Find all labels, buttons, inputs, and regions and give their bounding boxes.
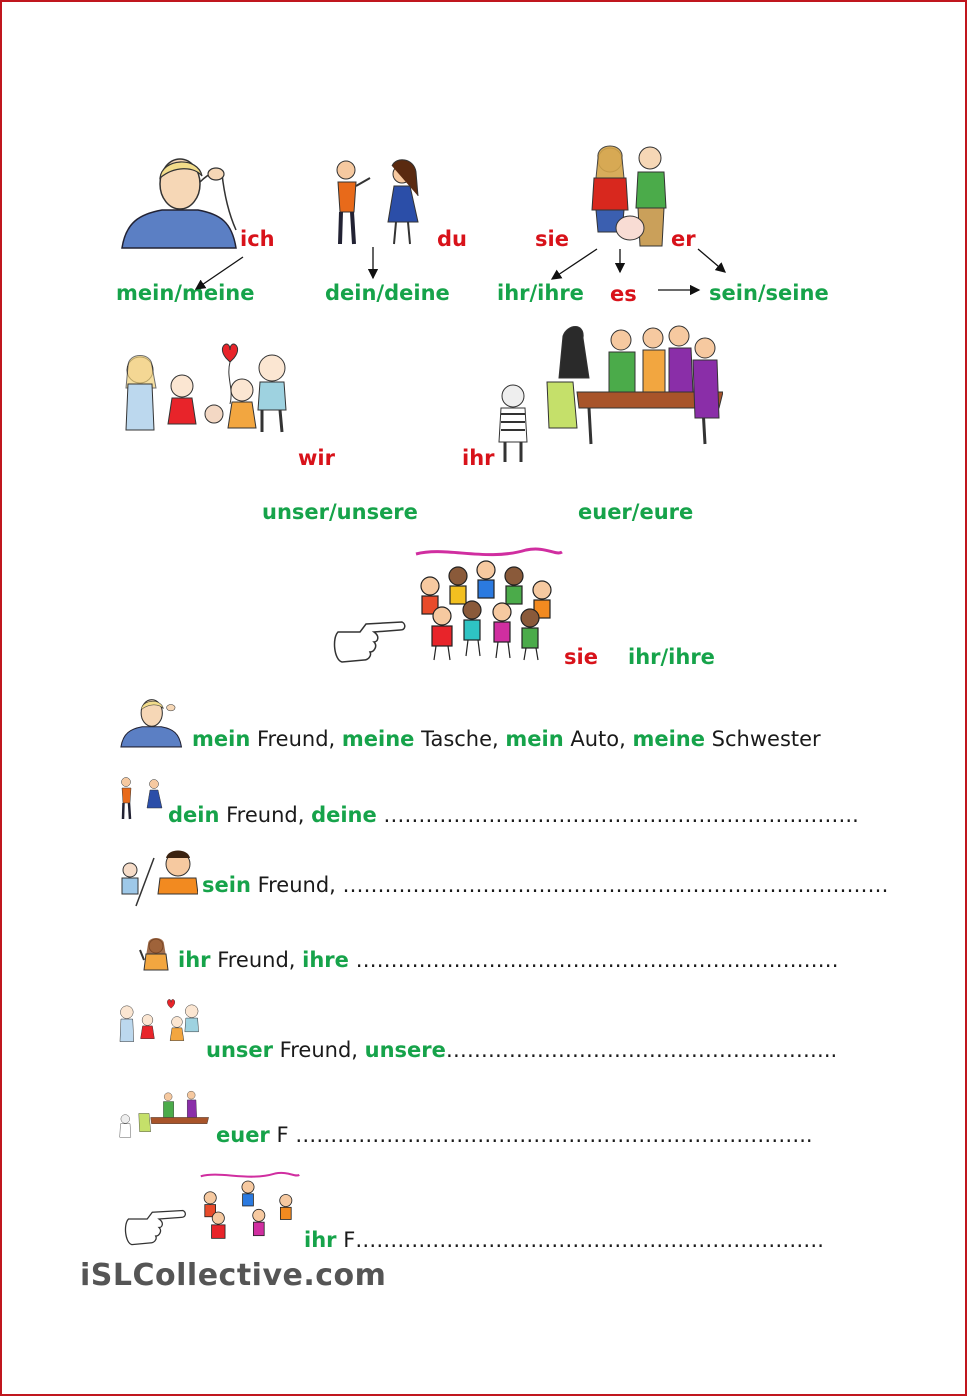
man-pointing-self-small-icon xyxy=(118,696,186,748)
pointing-hand-small-icon xyxy=(116,1202,192,1248)
possessive-ihr-ihre-plural: ihr/ihre xyxy=(628,645,715,669)
family-with-balloon-small-icon xyxy=(118,996,204,1046)
example-row-ihr: ihr Freund, ihre …………………………………………………………… xyxy=(178,948,839,972)
example-row-sein: sein Freund, …………………………………………………………………… xyxy=(202,873,889,897)
pronoun-du: du xyxy=(437,227,467,251)
arrow-er xyxy=(698,249,725,272)
pronoun-ich: ich xyxy=(240,227,275,251)
pronoun-es: es xyxy=(610,282,637,306)
possessive-mein-meine: mein/meine xyxy=(116,281,255,305)
pointing-hand-icon xyxy=(330,612,406,666)
example-row-mein: mein Freund, meine Tasche, mein Auto, meine Schwester xyxy=(192,727,821,751)
watermark: iSLCollective.com xyxy=(80,1258,387,1293)
family-with-balloon-illustration xyxy=(122,338,297,438)
crowd-of-kids-small-icon xyxy=(194,1170,302,1250)
arrow-sie xyxy=(552,249,597,279)
baby-and-man-small-icon xyxy=(118,848,198,908)
pronoun-er: er xyxy=(671,227,696,251)
group-at-table-illustration xyxy=(493,318,723,464)
possessive-unser-unsere: unser/unsere xyxy=(262,500,418,524)
pronoun-ihr: ihr xyxy=(462,446,495,470)
example-row-euer: euer F ……………………………………………………………….. xyxy=(216,1123,813,1147)
possessive-ihr-ihre: ihr/ihre xyxy=(497,281,584,305)
example-row-unser: unser Freund, unsere……………………………………………….. xyxy=(206,1038,838,1062)
pronoun-sie-plural: sie xyxy=(564,645,598,669)
example-row-ihr-plural: ihr F…………………………………………………………. xyxy=(304,1228,824,1252)
boy-and-girl-small-icon xyxy=(118,774,168,822)
group-at-table-small-icon xyxy=(116,1088,210,1146)
woman-small-icon xyxy=(136,936,172,972)
pronoun-wir: wir xyxy=(298,446,335,470)
arrow-ich xyxy=(196,257,243,289)
possessive-euer-eure: euer/eure xyxy=(578,500,694,524)
arrows-overlay xyxy=(0,0,967,320)
possessive-sein-seine: sein/seine xyxy=(709,281,829,305)
example-row-dein: dein Freund, deine ………………………………………………………….. xyxy=(168,803,859,827)
crowd-of-kids-illustration xyxy=(406,546,566,662)
pronoun-sie: sie xyxy=(535,227,569,251)
possessive-dein-deine: dein/deine xyxy=(325,281,450,305)
